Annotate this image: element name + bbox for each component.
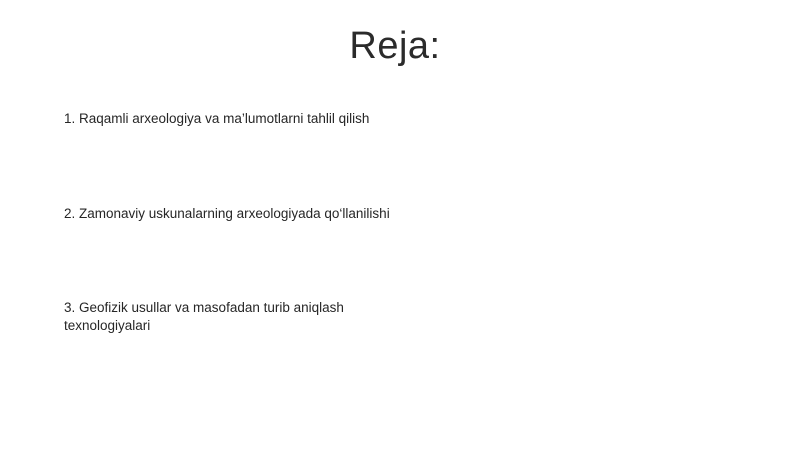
plan-item-2: 2. Zamonaviy uskunalarning arxeologiyada qo‘llanilishi	[64, 206, 390, 221]
plan-item-1: 1. Raqamli arxeologiya va ma’lumotlarni tahlil qilish	[64, 111, 370, 126]
slide-title: Reja:	[349, 25, 441, 67]
plan-item-3: 3. Geofizik usullar va masofadan turib aniqlash texnologiyalari	[64, 300, 344, 333]
